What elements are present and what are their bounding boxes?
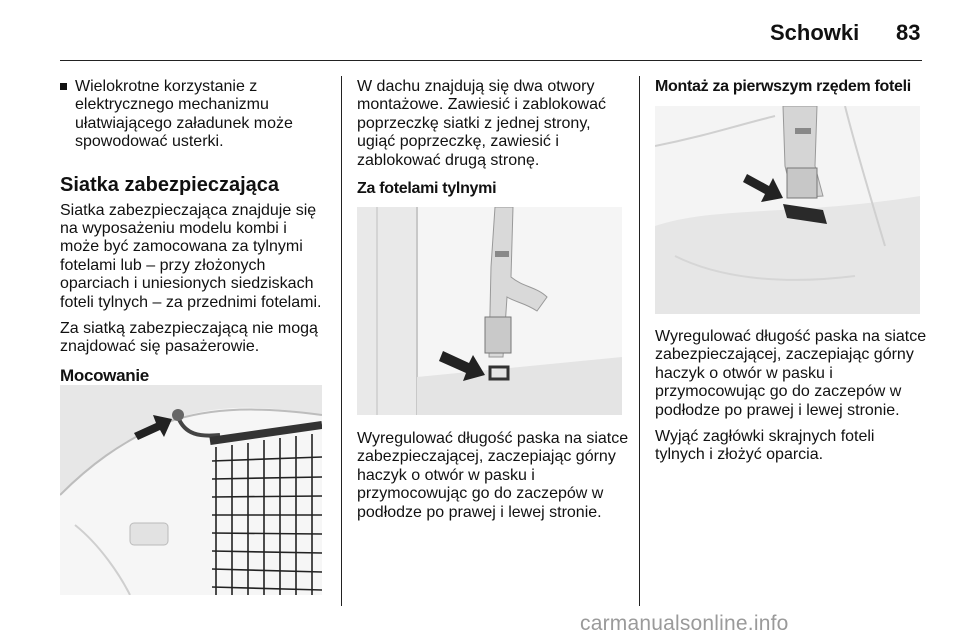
header-rule — [60, 60, 922, 61]
page-number: 83 — [896, 20, 921, 45]
page-header — [0, 0, 960, 62]
column-2 — [357, 78, 632, 206]
figure-behind-rear-seats — [357, 207, 622, 415]
bullet-text: Wielokrotne korzystanie z elektrycznego mechanizmu ułatwiającego załadunek może spowodować usterki. — [75, 78, 293, 151]
bullet-icon — [60, 83, 67, 90]
column-divider-2 — [639, 76, 640, 606]
section-title: Siatka zabezpieczająca — [60, 173, 280, 196]
figure-roof-mounting — [60, 385, 322, 595]
rear-seats-illustration — [357, 207, 622, 415]
column-1 — [60, 78, 330, 393]
heading-front-row-mounting: Montaż za pierwszym rzędem foteli — [655, 78, 911, 95]
column-divider-1 — [341, 76, 342, 606]
watermark: carmanualsonline.info — [580, 612, 789, 635]
roof-holes-paragraph: W dachu znajdują się dwa otwory montażowe. Zawiesić i zablokować poprzeczkę siatki z jednej strony, ugiąć poprzeczkę, zawiesić i zablokować drugą stronę. — [357, 78, 606, 169]
subheading-behind-rear-seats: Za fotelami tylnymi — [357, 180, 497, 198]
front-row-instruction: Wyregulować długość paska na siatce zabezpieczającej, zaczepiając górny haczyk o otwór w pasku i przymocowując go do zaczepów w podłodze po prawej i lewej stronie. — [655, 328, 927, 419]
bullet-item — [60, 78, 330, 152]
column-3 — [655, 78, 927, 104]
rear-seats-instruction: Wyregulować długość paska na siatce zabezpieczającej, zaczepiając górny haczyk o otwór w pasku i przymocowując go do zaczepów w podłodze po prawej i lewej stronie. — [357, 430, 629, 521]
column-2-bottom — [357, 430, 632, 530]
figure-front-row — [655, 106, 920, 314]
intro-paragraph: Siatka zabezpieczająca znajduje się na wyposażeniu modelu kombi i może być zamocowana za tylnymi fotelami lub – przy złożonych oparciach i uniesionych siedziskach foteli tylnych – za przednimi fotelami. — [60, 201, 322, 311]
passenger-warning-paragraph: Za siatką zabezpieczającą nie mogą znajdować się pasażerowie. — [60, 320, 318, 356]
page-title: Schowki — [770, 20, 860, 45]
headrest-instruction: Wyjąć zagłówki skrajnych foteli tylnych i złożyć oparcia. — [655, 428, 875, 464]
front-row-illustration — [655, 106, 920, 314]
roof-mounting-illustration — [60, 385, 322, 595]
subsection-mocowanie: Mocowanie — [60, 365, 149, 385]
column-3-bottom — [655, 328, 927, 473]
